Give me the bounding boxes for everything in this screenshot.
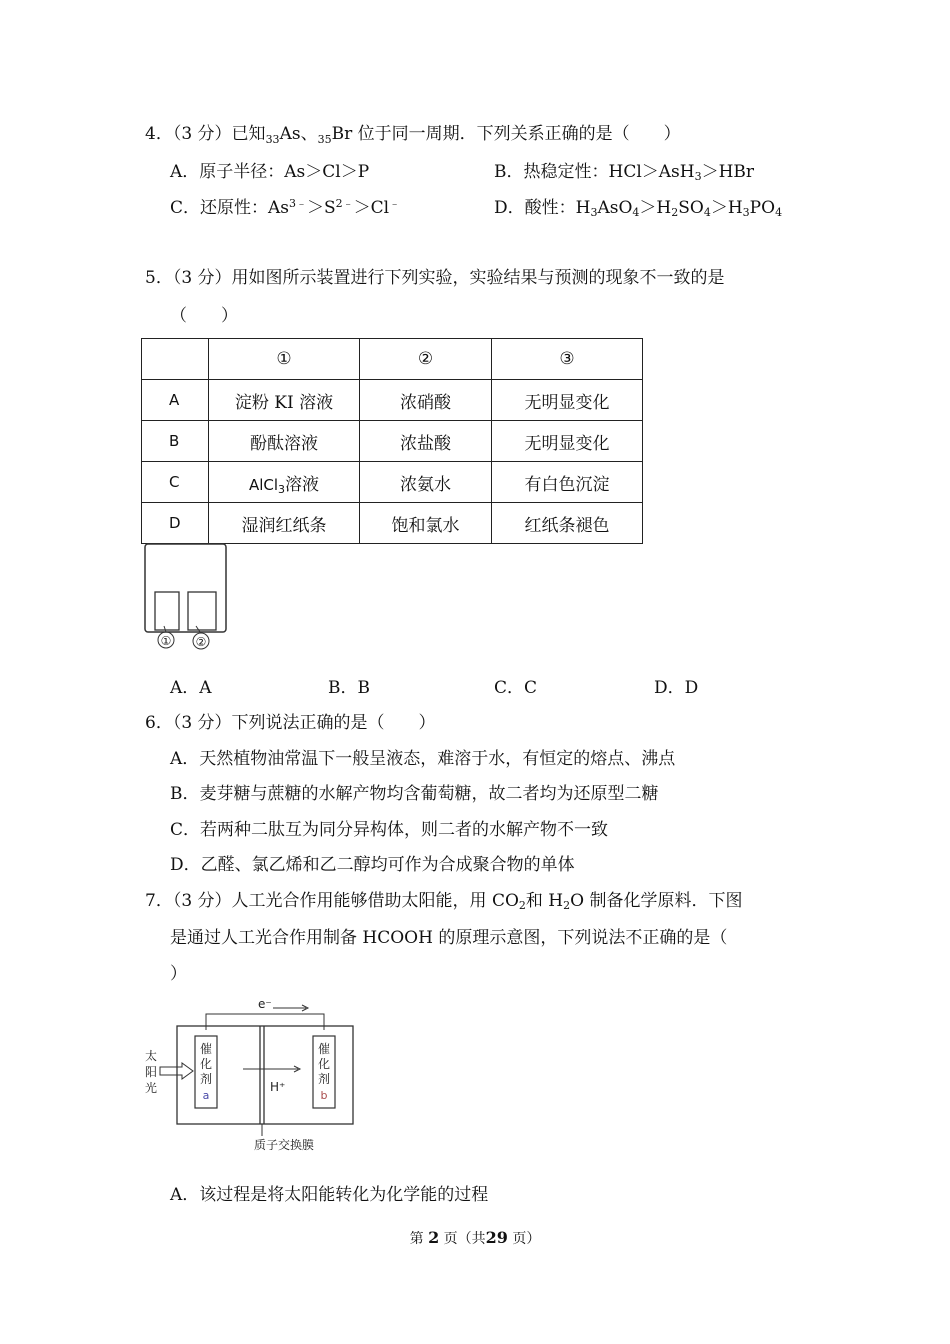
table-cell: 酚酞溶液: [209, 421, 360, 462]
question-5-option-a: A．A: [170, 678, 212, 698]
catalyst-a-letter: a: [202, 1089, 210, 1102]
table-header-cell: ①: [209, 339, 360, 380]
table-header-cell: ②: [360, 339, 492, 380]
question-7-stem-line-3: ）: [170, 964, 187, 984]
bell-jar: [145, 544, 226, 632]
table-cell: 浓盐酸: [360, 421, 492, 462]
question-5-answer-paren: （ ）: [170, 306, 238, 326]
question-7-stem-line-1: 7．（3 分）人工光合作用能够借助太阳能，用 $CO_2$和 $H_2O$ 制备化学原料．下图: [145, 891, 743, 912]
question-5-option-b: B．B: [328, 678, 370, 698]
question-5-stem: 5．（3 分）用如图所示装置进行下列实验，实验结果与预测的现象不一致的是: [145, 268, 725, 288]
table-cell: 有白色沉淀: [492, 462, 643, 503]
beaker-2: [188, 592, 216, 630]
question-4-option-b: B．热稳定性：HCl＞AsH$_3$＞HBr: [494, 162, 755, 183]
table-header-cell: [142, 339, 209, 380]
question-6-option-c: C．若两种二肽互为同分异构体，则二者的水解产物不一致: [170, 820, 609, 840]
apparatus-figure: [140, 542, 235, 654]
proton-label: H⁺: [270, 1080, 286, 1094]
question-6-stem: 6．（3 分）下列说法正确的是（ ）: [145, 713, 436, 733]
page-number: 2: [428, 1228, 440, 1247]
sunlight-label: 阳: [145, 1065, 158, 1079]
experiment-table: [141, 338, 643, 544]
question-4-option-d: D．酸性：$H_3AsO_4>H_2SO_4>H_3PO_4$: [494, 198, 783, 219]
row-label: B: [142, 421, 209, 462]
question-6-option-d: D．乙醛、氯乙烯和乙二醇均可作为合成聚合物的单体: [170, 855, 575, 875]
question-5-option-d: D．D: [654, 678, 699, 698]
photosynthesis-cell-figure: [138, 994, 363, 1154]
catalyst-a-label: 剂: [199, 1072, 213, 1086]
question-4-stem: 4．（3 分）已知$_{33}$As、$_{35}$Br 位于同一周期．下列关系正确的是（ ）: [145, 124, 681, 146]
table-cell: AlCl$_3$溶液: [209, 462, 360, 503]
table-header-row: [142, 339, 643, 380]
page-footer: 第 2 页（共29 页）: [409, 1228, 541, 1247]
sunlight-label: 光: [145, 1081, 158, 1095]
question-7-option-a: A．该过程是将太阳能转化为化学能的过程: [170, 1185, 489, 1205]
question-4-option-c: C．还原性：$As^{3﹣}>S^{2﹣}>Cl^﹣$: [170, 197, 401, 218]
proton-membrane-label: 质子交换膜: [254, 1138, 315, 1152]
row-label: D: [142, 503, 209, 544]
table-cell: 饱和氯水: [360, 503, 492, 544]
catalyst-a-label: 化: [199, 1057, 213, 1071]
table-cell: 浓硝酸: [360, 380, 492, 421]
table-cell: 红纸条褪色: [492, 503, 643, 544]
row-label: C: [142, 462, 209, 503]
question-4-option-a: A．原子半径：As＞Cl＞P: [170, 162, 370, 182]
beaker-1: [155, 592, 179, 630]
table-row: [142, 421, 643, 462]
external-wire: [206, 1014, 324, 1030]
figure-label-2: ②: [195, 635, 207, 649]
table-cell: 湿润红纸条: [209, 503, 360, 544]
catalyst-a-label: 催: [199, 1042, 213, 1056]
question-6-option-a: A．天然植物油常温下一般呈液态，难溶于水，有恒定的熔点、沸点: [170, 749, 676, 769]
table-row: [142, 503, 643, 544]
catalyst-b-label: 化: [317, 1057, 331, 1071]
table-cell: 无明显变化: [492, 380, 643, 421]
catalyst-b-label: 剂: [317, 1072, 331, 1086]
figure-label-1: ①: [160, 634, 172, 648]
electron-label: e⁻: [258, 997, 272, 1011]
row-label: A: [142, 380, 209, 421]
question-7-stem-line-2: 是通过人工光合作用制备 HCOOH 的原理示意图，下列说法不正确的是（: [170, 928, 728, 948]
table-row: [142, 380, 643, 421]
question-6-option-b: B．麦芽糖与蔗糖的水解产物均含葡萄糖，故二者均为还原型二糖: [170, 784, 659, 804]
sunlight-label: 太: [145, 1049, 158, 1063]
table-row: [142, 462, 643, 503]
table-cell: 淀粉 KI 溶液: [209, 380, 360, 421]
question-5-option-c: C．C: [494, 678, 538, 698]
catalyst-b-letter: b: [320, 1089, 328, 1102]
table-cell: 无明显变化: [492, 421, 643, 462]
total-pages: 29: [485, 1228, 508, 1247]
catalyst-b-label: 催: [317, 1042, 331, 1056]
table-cell: 浓氨水: [360, 462, 492, 503]
table-header-cell: ③: [492, 339, 643, 380]
